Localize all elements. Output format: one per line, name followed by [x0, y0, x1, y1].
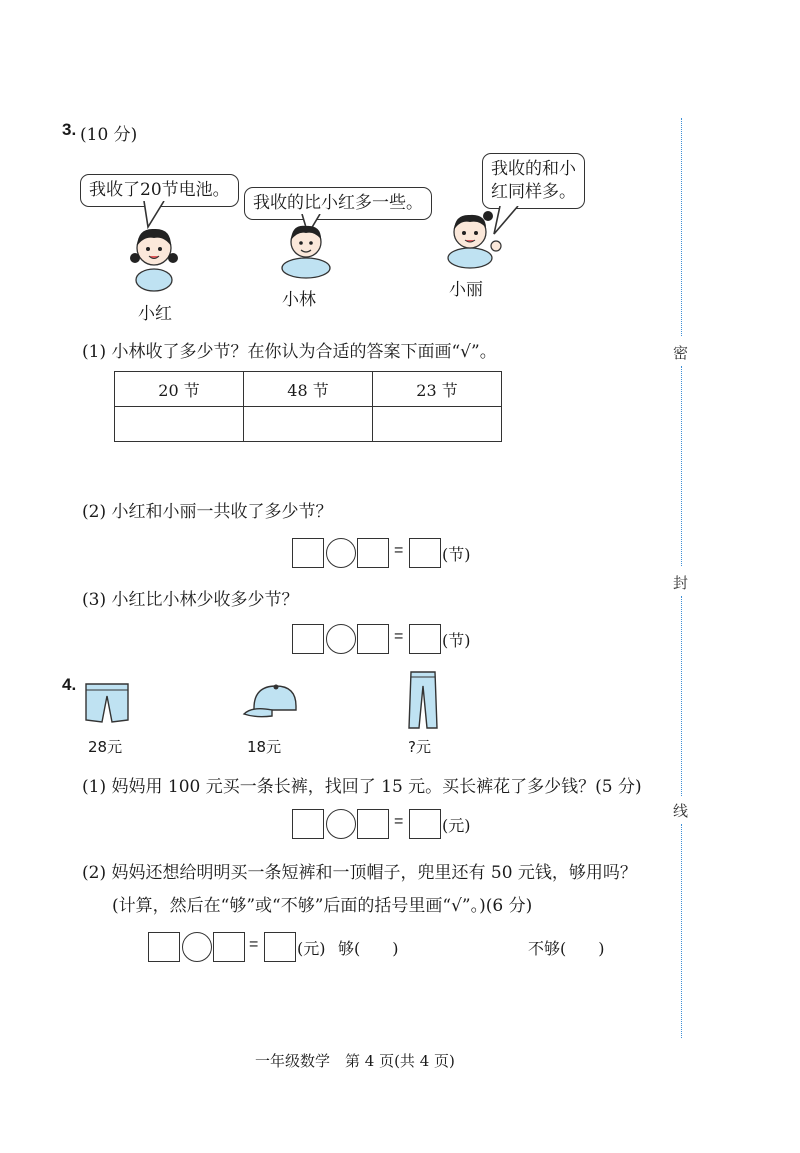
- margin-dotted-line-2: [681, 366, 682, 566]
- q3p2-result-box[interactable]: [409, 538, 441, 568]
- q3p3-operator-circle[interactable]: [326, 624, 356, 654]
- margin-dotted-line-1: [681, 118, 682, 336]
- q3p3-equals: =: [394, 628, 404, 645]
- enough-option[interactable]: 够( ): [338, 939, 399, 958]
- option-2-label: 48 节: [244, 372, 373, 407]
- q3-part3-text: (3) 小红比小林少收多少节？: [82, 590, 299, 610]
- q4p1-operator-circle[interactable]: [326, 809, 356, 839]
- cap-icon: [242, 682, 300, 722]
- q3p3-result-box[interactable]: [409, 624, 441, 654]
- q4p2-number-box-1[interactable]: [148, 932, 180, 962]
- q4p2-operator-circle[interactable]: [182, 932, 212, 962]
- not-enough-option[interactable]: 不够( ): [528, 939, 605, 958]
- q4p1-unit: (元): [442, 816, 471, 835]
- name-xiaolin: 小林: [282, 290, 316, 310]
- question-4-number: 4.: [62, 675, 77, 694]
- margin-dotted-line-4: [681, 824, 682, 1038]
- name-xiaoli: 小丽: [449, 280, 483, 300]
- q4-part1-text: (1) 妈妈用 100 元买一条长裤，找回了 15 元。买长裤花了多少钱？(5 分): [82, 777, 642, 797]
- q4p1-number-box-1[interactable]: [292, 809, 324, 839]
- q4p1-result-box[interactable]: [409, 809, 441, 839]
- q3p3-number-box-2[interactable]: [357, 624, 389, 654]
- price-trousers: ?元: [408, 738, 431, 756]
- trousers-icon: [406, 668, 440, 732]
- question-3-number: 3.: [62, 120, 77, 139]
- option-1-label: 20 节: [115, 372, 244, 407]
- q4p1-equals: =: [394, 813, 404, 830]
- margin-dotted-line-3: [681, 596, 682, 796]
- price-cap: 18元: [247, 738, 282, 756]
- option-3-check-cell[interactable]: [373, 407, 502, 442]
- page-footer: 一年级数学 第 4 页(共 4 页): [255, 1052, 455, 1070]
- option-1-check-cell[interactable]: [115, 407, 244, 442]
- option-3-label: 23 节: [373, 372, 502, 407]
- q3-part1-text: (1) 小林收了多少节？在你认为合适的答案下面画“√”。: [82, 342, 497, 362]
- q4p2-unit: (元): [297, 939, 326, 958]
- q3p2-number-box-1[interactable]: [292, 538, 324, 568]
- price-shorts: 28元: [88, 738, 123, 756]
- q3p3-number-box-1[interactable]: [292, 624, 324, 654]
- margin-char-xian: 线: [673, 802, 689, 820]
- q3p2-operator-circle[interactable]: [326, 538, 356, 568]
- q4-part2-text-line2: (计算，然后在“够”或“不够”后面的括号里画“√”。)(6 分): [112, 896, 533, 916]
- girl-xiaoli-icon: [440, 206, 506, 270]
- question-3-score: (10 分): [80, 125, 138, 145]
- girl-xiaohong-icon: [126, 222, 182, 292]
- bubble-xiaoli: [482, 153, 585, 209]
- q3p3-unit: (节): [442, 631, 471, 650]
- margin-char-feng: 封: [673, 574, 689, 592]
- name-xiaohong: 小红: [138, 304, 172, 324]
- q4p2-result-box[interactable]: [264, 932, 296, 962]
- q4p2-number-box-2[interactable]: [213, 932, 245, 962]
- answer-table: [114, 371, 502, 442]
- q3p2-number-box-2[interactable]: [357, 538, 389, 568]
- q3-part2-text: (2) 小红和小丽一共收了多少节？: [82, 502, 333, 522]
- bubble-xiaolin: 我收的比小红多一些。: [244, 187, 432, 220]
- q4-part2-text-line1: (2) 妈妈还想给明明买一条短裤和一顶帽子，兜里还有 50 元钱，够用吗？: [82, 863, 637, 883]
- q3p2-equals: =: [394, 542, 404, 559]
- boy-xiaolin-icon: [276, 220, 340, 280]
- margin-char-mi: 密: [673, 344, 689, 362]
- q4p2-equals: =: [249, 936, 259, 953]
- q4p1-number-box-2[interactable]: [357, 809, 389, 839]
- option-2-check-cell[interactable]: [244, 407, 373, 442]
- shorts-icon: [82, 680, 132, 726]
- q3p2-unit: (节): [442, 545, 471, 564]
- bubble-xiaoli-line1: 我收的和小: [491, 159, 576, 179]
- bubble-xiaohong: 我收了20节电池。: [80, 174, 239, 207]
- bubble-xiaoli-line2: 红同样多。: [491, 182, 576, 202]
